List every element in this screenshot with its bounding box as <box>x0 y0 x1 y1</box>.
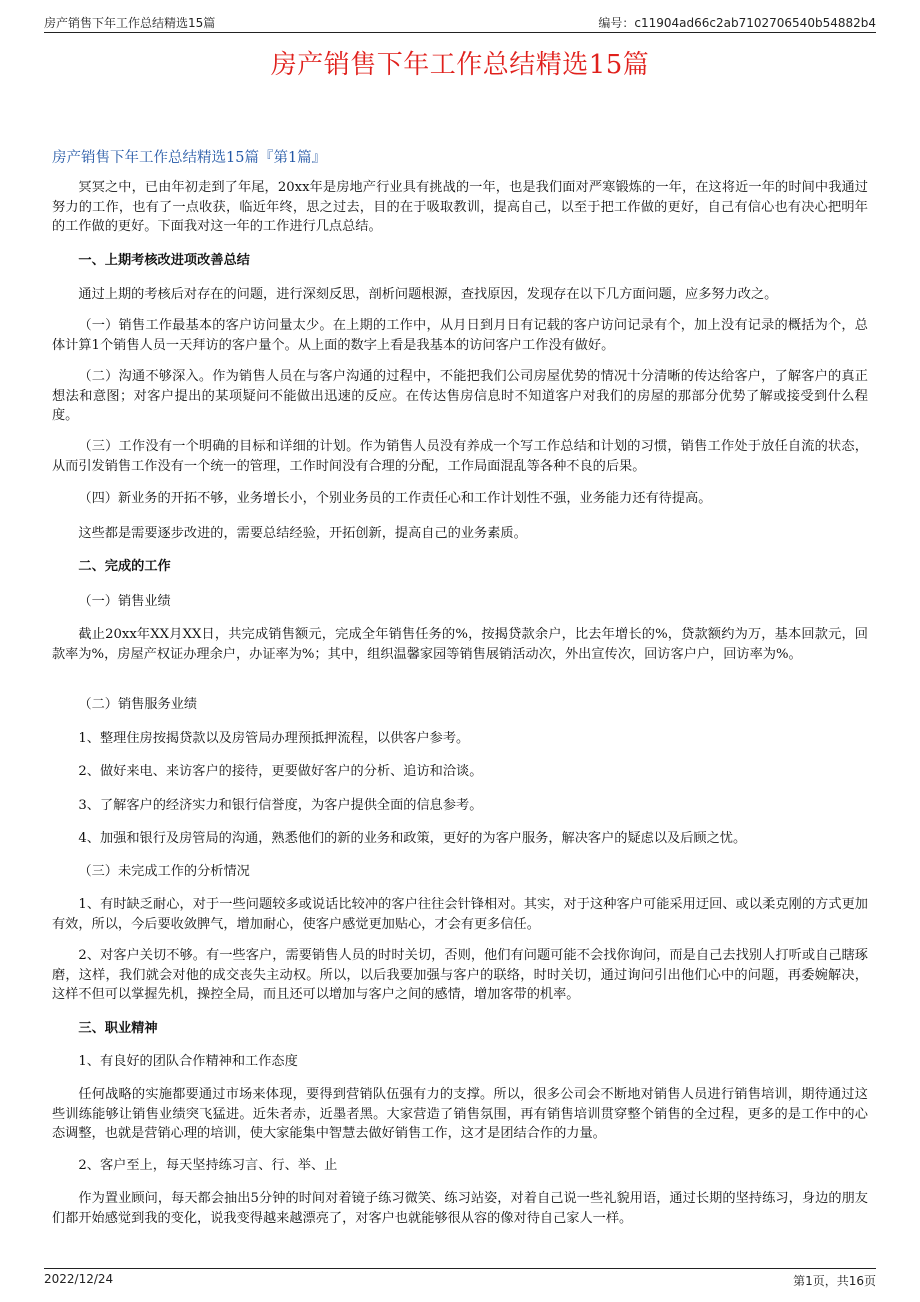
subsection-heading: （二）销售服务业绩 <box>78 697 198 712</box>
paragraph: （二）沟通不够深入。作为销售人员在与客户沟通的过程中，不能把我们公司房屋优势的情况十分清晰的传达给客户，了解客户的真正想法和意图；对客户提出的某项疑问不能做出迅速的反应。在传达售房信息时不知道客户对我们的房屋的那部分优势了解或接受到什么程度。 <box>52 369 868 423</box>
footer-date: 2022/12/24 <box>44 1272 114 1286</box>
paragraph: （四）新业务的开拓不够，业务增长小，个别业务员的工作责任心和工作计划性不强，业务能力还有待提高。 <box>78 491 712 506</box>
article-subtitle: 房产销售下年工作总结精选15篇『第1篇』 <box>52 150 327 166</box>
paragraph: 这些都是需要逐步改进的，需要总结经验，开拓创新，提高自己的业务素质。 <box>78 526 527 541</box>
paragraph: 作为置业顾问，每天都会抽出5分钟的时间对着镜子练习微笑、练习站姿，对着自己说一些礼貌用语，通过长期的坚持练习，身边的朋友们都开始感觉到我的变化，说我变得越来越漂亮了，对客户也就能够很从容的像对待自己家人一样。 <box>52 1191 868 1226</box>
document-title: 房产销售下年工作总结精选15篇 <box>270 50 650 80</box>
paragraph: 截止20xx年XX月XX日，共完成销售额元，完成全年销售任务的%，按揭贷款余户，比去年增长的%，贷款额约为万，基本回款元，回款率为%，房屋产权证办理余户，办证率为%；其中，组织温馨家园等销售展销活动次，外出宣传次，回访客户户，回访率为%。 <box>52 627 868 662</box>
subsection-heading: 2、客户至上，每天坚持练习言、行、举、止 <box>78 1158 338 1173</box>
subsection-heading: （三）未完成工作的分析情况 <box>78 864 250 879</box>
header-doc-number: 编号：c11904ad66c2ab7102706540b54882b4 <box>598 16 876 30</box>
header-doc-name: 房产销售下年工作总结精选15篇 <box>44 16 216 30</box>
paragraph: 2、对客户关切不够。有一些客户，需要销售人员的时时关切，否则，他们有问题可能不会找你询问，而是自己去找别人打听或自己瞎琢磨，这样，我们就会对他的成交丧失主动权。所以，以后我要加强与客户的联络，时时关切，通过询问引出他们心中的问题，再委婉解决，这样不但可以掌握先机，操控全局，而且还可以增加与客户之间的感情，增加客带的机率。 <box>52 948 868 1002</box>
paragraph: 通过上期的考核后对存在的问题，进行深刻反思，剖析问题根源，查找原因，发现存在以下几方面问题，应多努力改之。 <box>78 287 778 302</box>
footer-page-number: 第1页，共16页 <box>793 1274 876 1288</box>
paragraph: （一）销售工作最基本的客户访问量太少。在上期的工作中，从月日到月日有记载的客户访问记录有个，加上没有记录的概括为个，总体计算1个销售人员一天拜访的客户量个。从上面的数字上看是我基本的访问客户工作没有做好。 <box>52 318 868 353</box>
list-item: 4、加强和银行及房管局的沟通，熟悉他们的新的业务和政策，更好的为客户服务，解决客户的疑虑以及后顾之忧。 <box>78 831 747 846</box>
section-heading-3: 三、职业精神 <box>78 1021 158 1036</box>
paragraph: （三）工作没有一个明确的目标和详细的计划。作为销售人员没有养成一个写工作总结和计划的习惯，销售工作处于放任自流的状态，从而引发销售工作没有一个统一的管理，工作时间没有合理的分配，工作局面混乱等各种不良的后果。 <box>52 439 868 474</box>
intro-paragraph: 冥冥之中，已由年初走到了年尾，20xx年是房地产行业具有挑战的一年，也是我们面对严寒锻炼的一年，在这将近一年的时间中我通过努力的工作，也有了一点收获，临近年终，思之过去，目的在于吸取教训，提高自己，以至于把工作做的更好，自己有信心也有决心把明年的工作做的更好。下面我对这一年的工作进行几点总结。 <box>52 180 868 234</box>
page-footer <box>44 1268 876 1289</box>
paragraph: 任何战略的实施都要通过市场来体现，要得到营销队伍强有力的支撑。所以，很多公司会不断地对销售人员进行销售培训，期待通过这些训练能够让销售业绩突飞猛进。近朱者赤，近墨者黑。大家营造了销售氛围，再有销售培训贯穿整个销售的全过程，更多的是工作中的心态调整，也就是营销心理的培训，使大家能集中智慧去做好销售工作，这才是团结合作的力量。 <box>52 1087 868 1141</box>
section-heading-2: 二、完成的工作 <box>78 559 171 574</box>
list-item: 1、整理住房按揭贷款以及房管局办理预抵押流程，以供客户参考。 <box>78 731 470 746</box>
subsection-heading: 1、有良好的团队合作精神和工作态度 <box>78 1054 298 1069</box>
list-item: 2、做好来电、来访客户的接待，更要做好客户的分析、追访和洽谈。 <box>78 764 483 779</box>
paragraph: 1、有时缺乏耐心，对于一些问题较多或说话比较冲的客户往往会针锋相对。其实，对于这种客户可能采用迂回、或以柔克刚的方式更加有效，所以，今后要收敛脾气，增加耐心，使客户感觉更加贴心，才会有更多信任。 <box>52 897 868 932</box>
subsection-heading: （一）销售业绩 <box>78 594 171 609</box>
list-item: 3、了解客户的经济实力和银行信誉度，为客户提供全面的信息参考。 <box>78 798 483 813</box>
page-header <box>44 12 876 33</box>
section-heading-1: 一、上期考核改进项改善总结 <box>78 253 250 268</box>
